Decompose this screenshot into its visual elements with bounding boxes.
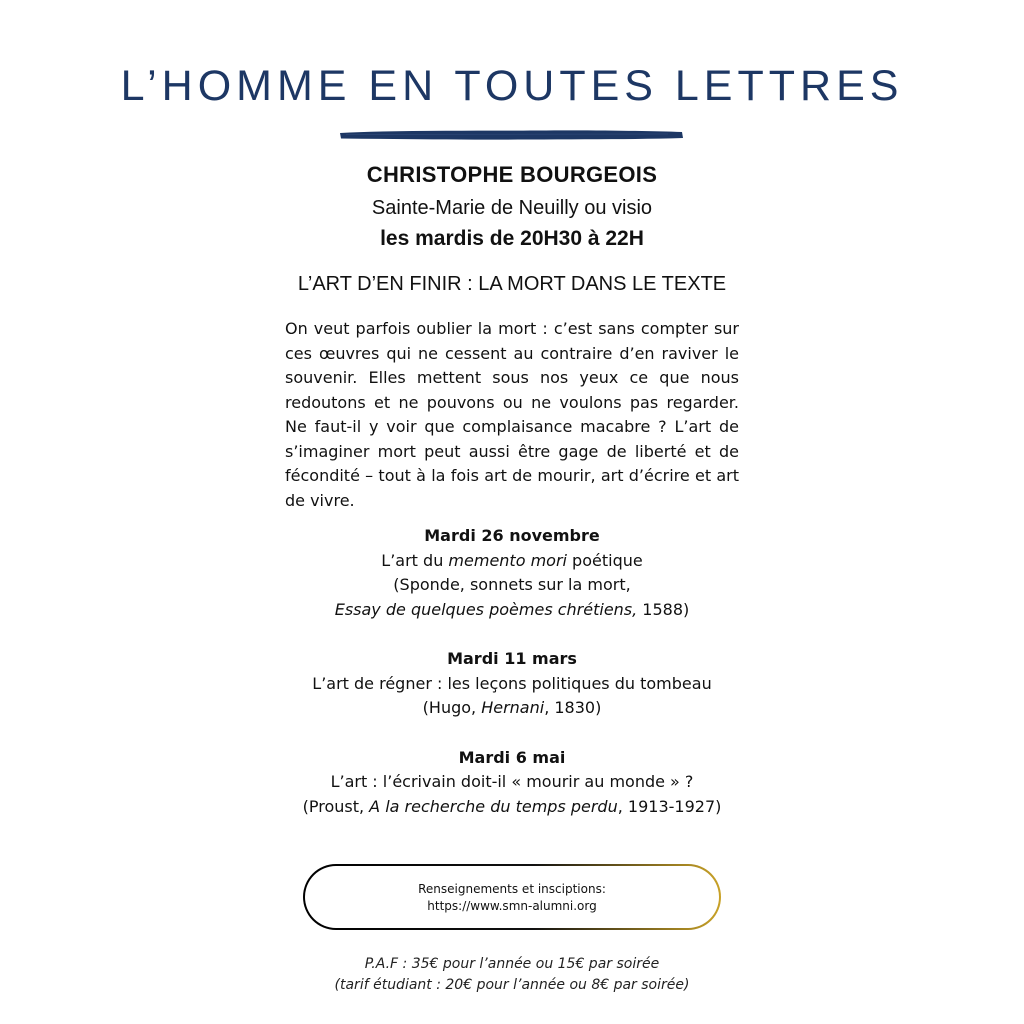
session-date: Mardi 26 novembre (424, 526, 600, 545)
fees-standard: P.A.F : 35€ pour l’année ou 15€ par soirée (364, 956, 660, 972)
fees-info (0, 954, 1024, 996)
session-reference: (Proust, A la recherche du temps perdu, 1913-1927) (302, 796, 722, 816)
session-title: L’art du memento mori poétique (381, 550, 643, 570)
series-theme: L’ART D’EN FINIR : LA MORT DANS LE TEXTE (297, 273, 727, 295)
contact-label: Renseignements et insciptions: (418, 882, 606, 896)
session-title: L’art : l’écrivain doit-il « mourir au monde » ? (330, 772, 694, 791)
session-date: Mardi 11 mars (447, 649, 577, 668)
brush-stroke-divider (338, 127, 684, 143)
session-reference: (Sponde, sonnets sur la mort, (393, 575, 631, 594)
session-item (0, 647, 1024, 721)
contact-box (303, 864, 721, 930)
sessions-list (0, 524, 1024, 844)
session-reference: Essay de quelques poèmes chrétiens, 1588) (334, 599, 690, 619)
page-title: L’HOMME EN TOUTES LETTRES (120, 62, 904, 110)
session-title: L’art de régner : les leçons politiques du tombeau (312, 673, 712, 693)
session-item (0, 524, 1024, 622)
session-reference: (Hugo, Hernani, 1830) (422, 698, 602, 717)
speaker-name: CHRISTOPHE BOURGEOIS (366, 162, 658, 187)
event-schedule: les mardis de 20H30 à 22H (380, 227, 644, 250)
description-paragraph: On veut parfois oublier la mort : c’est sans compter sur ces œuvres qui ne cessent au contraire d’en raviver le souvenir. Elles mettent sous nos yeux ce que nous redoutons et ne pouvons ou ne voulons pas regarder. Ne faut-il y voir que complaisance macabre ? L’art de s’imaginer mort peut aussi être gage de liberté et de fécondité – tout à la fois art de mourir, art d’écrire et art de vivre. (285, 319, 739, 510)
event-location: Sainte-Marie de Neuilly ou visio (371, 197, 653, 219)
contact-url-link[interactable]: https://www.smn-alumni.org (427, 899, 597, 913)
session-item (0, 746, 1024, 820)
fees-student: (tarif étudiant : 20€ pour l’année ou 8€ par soirée) (334, 977, 690, 993)
session-date: Mardi 6 mai (458, 747, 566, 767)
